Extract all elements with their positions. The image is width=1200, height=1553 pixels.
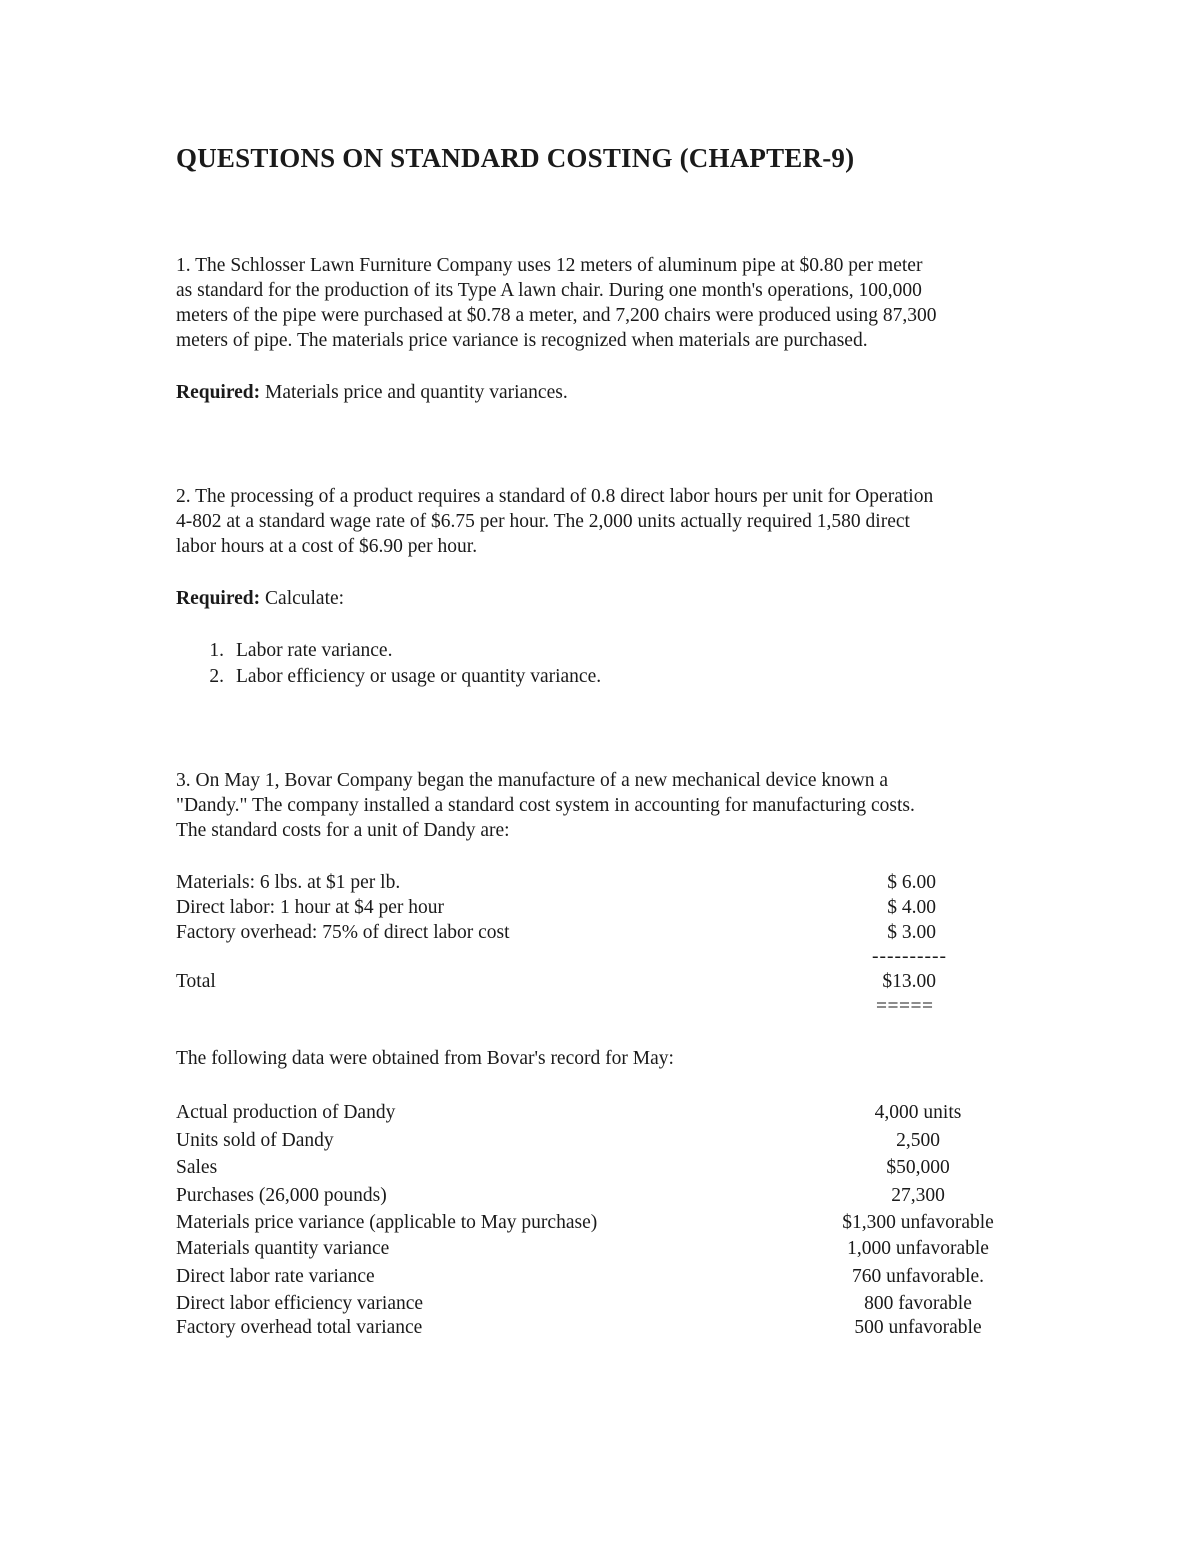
data-label: Direct labor efficiency variance [176, 1293, 424, 1314]
required-text: Calculate: [260, 588, 345, 609]
data-value: 4,000 units [874, 1102, 962, 1123]
data-label: Factory overhead total variance [176, 1317, 423, 1338]
list-number: 1. [209, 640, 224, 661]
cost-label: Factory overhead: 75% of direct labor cost [176, 922, 510, 943]
required-label: Required: [176, 382, 261, 403]
q2-required [176, 586, 344, 611]
q1-line: meters of pipe. The materials price variance is recognized when materials are purchased. [176, 330, 868, 351]
data-value: 27,300 [891, 1185, 945, 1206]
q3-line: "Dandy." The company installed a standard cost system in accounting for manufacturing costs. [176, 795, 915, 816]
cost-value: $ 4.00 [887, 897, 936, 918]
list-text: Labor efficiency or usage or quantity variance. [236, 666, 602, 687]
data-label: Purchases (26,000 pounds) [176, 1185, 387, 1206]
page-title: QUESTIONS ON STANDARD COSTING (CHAPTER-9) [176, 143, 855, 173]
list-item [188, 638, 392, 663]
q1-line: 1. The Schlosser Lawn Furniture Company uses 12 meters of aluminum pipe at $0.80 per meter [176, 255, 923, 276]
data-label: Sales [176, 1157, 218, 1178]
data-label: Actual production of Dandy [176, 1102, 396, 1123]
q2-line: 4-802 at a standard wage rate of $6.75 per hour. The 2,000 units actually required 1,580 direct [176, 511, 910, 532]
q3-line: The standard costs for a unit of Dandy are: [176, 820, 510, 841]
cost-value: $ 6.00 [887, 872, 936, 893]
data-value: 2,500 [896, 1130, 940, 1151]
required-text: Materials price and quantity variances. [260, 382, 568, 403]
dash-divider: ---------- [872, 946, 947, 967]
q2-line: labor hours at a cost of $6.90 per hour. [176, 536, 478, 557]
cost-label: Direct labor: 1 hour at $4 per hour [176, 897, 445, 918]
data-value: 800 favorable [864, 1293, 972, 1314]
data-intro: The following data were obtained from Bovar's record for May: [176, 1048, 674, 1069]
q1-line: meters of the pipe were purchased at $0.78 a meter, and 7,200 chairs were produced using 87,300 [176, 305, 937, 326]
list-number: 2. [209, 666, 224, 687]
data-label: Materials price variance (applicable to May purchase) [176, 1212, 598, 1233]
q2-line: 2. The processing of a product requires a standard of 0.8 direct labor hours per unit for Operation [176, 486, 934, 507]
data-label: Materials quantity variance [176, 1238, 390, 1259]
data-value: 1,000 unfavorable [847, 1238, 989, 1259]
data-value: $50,000 [886, 1157, 950, 1178]
double-divider: ===== [876, 996, 934, 1017]
q3-line: 3. On May 1, Bovar Company began the manufacture of a new mechanical device known a [176, 770, 889, 791]
q1-required [176, 380, 568, 405]
data-value: 760 unfavorable. [851, 1266, 985, 1287]
list-item [188, 664, 601, 689]
data-value: 500 unfavorable [854, 1317, 982, 1338]
q1-line: as standard for the production of its Type A lawn chair. During one month's operations, 100,000 [176, 280, 922, 301]
total-label: Total [176, 971, 216, 992]
data-label: Units sold of Dandy [176, 1130, 334, 1151]
data-label: Direct labor rate variance [176, 1266, 375, 1287]
required-label: Required: [176, 588, 261, 609]
list-text: Labor rate variance. [236, 640, 393, 661]
cost-value: $ 3.00 [887, 922, 936, 943]
data-value: $1,300 unfavorable [842, 1212, 994, 1233]
cost-label: Materials: 6 lbs. at $1 per lb. [176, 872, 401, 893]
total-value: $13.00 [882, 971, 936, 992]
